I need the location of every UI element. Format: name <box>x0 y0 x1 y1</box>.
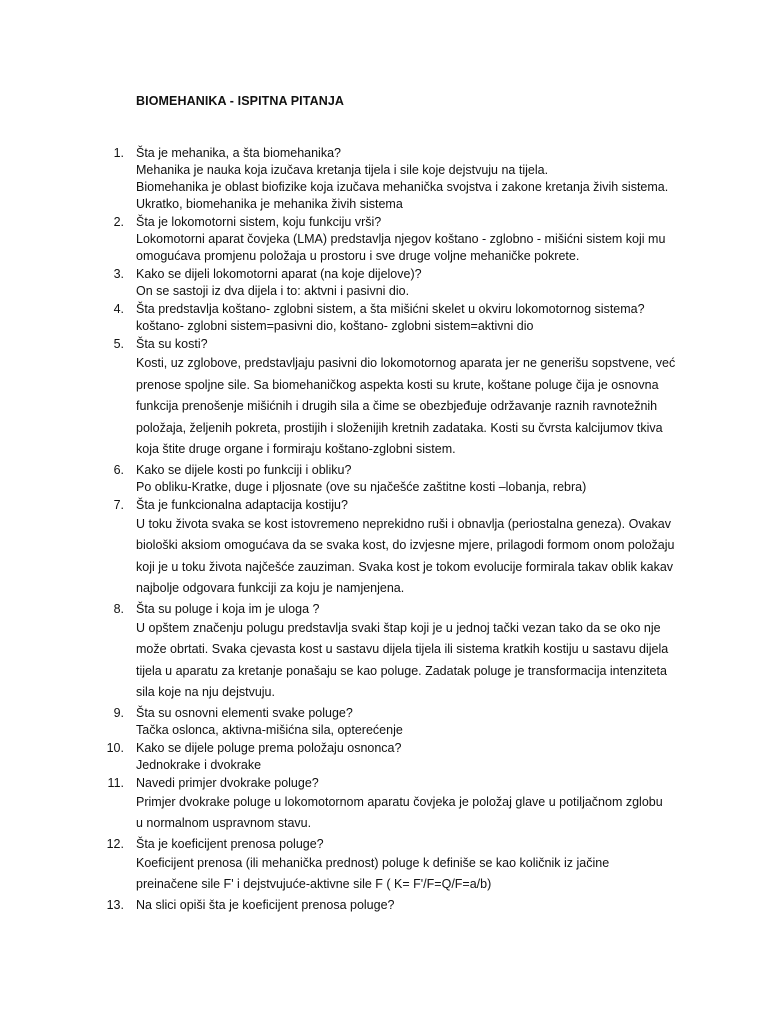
question-item <box>0 775 768 835</box>
answer-line: biološki aksiom omogućava da se svaka kost, do izvjesne mjere, prilagodi formom onom položaju <box>136 538 675 552</box>
question-text: Šta je mehanika, a šta biomehanika? <box>136 146 341 160</box>
answer-line: Koeficijent prenosa (ili mehanička prednost) poluge k definiše se kao količnik iz jačine <box>136 855 610 870</box>
question-text: Navedi primjer dvokrake poluge? <box>136 775 319 790</box>
question-number: 6. <box>113 462 124 477</box>
question-text: Šta je funkcionalna adaptacija kostiju? <box>136 497 348 512</box>
question-number: 8. <box>113 601 124 616</box>
question-text: Šta su kosti? <box>136 337 208 351</box>
question-text: Šta predstavlja koštano- zglobni sistem, a šta mišićni skelet u okviru lokomotornog sistema? <box>136 302 645 316</box>
answer-line: On se sastoji iz dva dijela i to: aktvni i pasivni dio. <box>136 284 410 298</box>
question-item <box>0 301 768 335</box>
question-item <box>0 462 768 496</box>
question-text: Kako se dijele kosti po funkciji i obliku? <box>136 462 352 477</box>
question-list <box>0 145 768 915</box>
question-item <box>0 266 768 300</box>
answer-line: koja štite druge organe i formiraju koštano-zglobni sistem. <box>136 442 456 456</box>
question-number: 10. <box>106 740 124 755</box>
question-text: Na slici opiši šta je koeficijent prenosa poluge? <box>136 897 395 912</box>
answer-line: Tačka oslonca, aktivna-mišićna sila, opterećenje <box>136 722 403 737</box>
document-title: BIOMEHANIKA - ISPITNA PITANJA <box>136 94 344 108</box>
answer-line: Ukratko, biomehanika je mehanika živih sistema <box>136 197 403 211</box>
question-text: Kako se dijeli lokomotorni aparat (na koje dijelove)? <box>136 267 422 281</box>
answer-line: Lokomotorni aparat čovjeka (LMA) predstavlja njegov koštano - zglobno - mišićni sistem koji mu <box>136 232 666 246</box>
answer-line: Primjer dvokrake poluge u lokomotornom aparatu čovjeka je položaj glave u potiljačnom zglobu <box>136 794 663 809</box>
question-item <box>0 145 768 213</box>
answer-line: omogućava promjenu položaja u prostoru i sve druge voljne mehaničke pokrete. <box>136 249 580 263</box>
question-number: 5. <box>113 337 124 351</box>
answer-line: preinačene sile F' i dejstvujuće-aktivne sile F ( K= F'/F=Q/F=a/b) <box>136 877 492 891</box>
question-item <box>0 601 768 704</box>
answer-line: U toku života svaka se kost istovremeno neprekidno ruši i obnavlja (periostalna geneza). Ovakav <box>136 516 671 531</box>
question-item <box>0 497 768 600</box>
question-item <box>0 897 768 914</box>
answer-line: Mehanika je nauka koja izučava kretanja tijela i sile koje dejstvuju na tijela. <box>136 163 549 177</box>
question-text: Kako se dijele poluge prema položaju osnonca? <box>136 740 402 755</box>
question-text: Šta je koeficijent prenosa poluge? <box>136 836 324 851</box>
question-number: 1. <box>113 146 124 160</box>
question-number: 7. <box>113 497 124 512</box>
question-number: 12. <box>106 836 124 851</box>
answer-line: funkcija prenošenje mišićnih i drugih sila a čime se obezbjeđuje održavanje raznih ravnotežnih <box>136 399 658 413</box>
question-number: 9. <box>113 705 124 720</box>
answer-line: sila koje na nju dejstvuju. <box>136 685 275 699</box>
answer-line: koštano- zglobni sistem=pasivni dio, koštano- zglobni sistem=aktivni dio <box>136 319 534 333</box>
question-text: Šta su osnovni elementi svake poluge? <box>136 705 353 720</box>
answer-line: Jednokrake i dvokrake <box>136 757 262 772</box>
question-number: 3. <box>113 267 124 281</box>
question-number: 13. <box>106 897 124 912</box>
question-item <box>0 836 768 896</box>
answer-line: položaja, željenih pokreta, prostijih i složenijih kretnih zadataka. Kosti su čvrsta kalcijumov tkiva <box>136 420 663 435</box>
answer-line: u normalnom uspravnom stavu. <box>136 816 312 830</box>
answer-line: U opštem značenju polugu predstavlja svaki štap koji je u jednoj tački vezan tako da se oko nje <box>136 620 661 635</box>
answer-line: prenose spoljne sile. Sa biomehaničkog aspekta kosti su krute, koštane poluge čija je osnovna <box>136 377 659 392</box>
answer-line: može obrtati. Svaka cjevasta kost u sastavu dijela tijela ili sistema kratkih kostiju u sastavu dijela <box>136 642 669 656</box>
answer-line: Kosti, uz zglobove, predstavljaju pasivni dio lokomotornog aparata jer ne generišu sopstvene, već <box>136 356 676 370</box>
question-number: 11. <box>107 775 124 790</box>
question-text: Šta je lokomotorni sistem, koju funkciju vrši? <box>136 215 382 229</box>
question-item <box>0 705 768 739</box>
question-item <box>0 214 768 265</box>
question-item <box>0 740 768 774</box>
question-item <box>0 336 768 461</box>
answer-line: Po obliku-Kratke, duge i pljosnate (ove su njačešće zaštitne kosti –lobanja, rebra) <box>136 479 587 494</box>
question-text: Šta su poluge i koja im je uloga ? <box>136 601 320 616</box>
answer-line: koji je u toku života najčešće zauziman. Svaka kost je tokom evolucije formirala takav oblik kakav <box>136 559 674 574</box>
answer-line: najbolje odgovara funkciji za koju je namjenjena. <box>136 581 405 595</box>
question-number: 2. <box>113 215 124 229</box>
answer-line: Biomehanika je oblast biofizike koja izučava mehanička svojstva i zakone kretanja živih sistema. <box>136 180 669 194</box>
answer-line: tijela u aparatu za kretanje ponašaju se kao poluge. Zadatak poluge je transformacija intenziteta <box>136 663 667 678</box>
question-number: 4. <box>113 302 124 316</box>
